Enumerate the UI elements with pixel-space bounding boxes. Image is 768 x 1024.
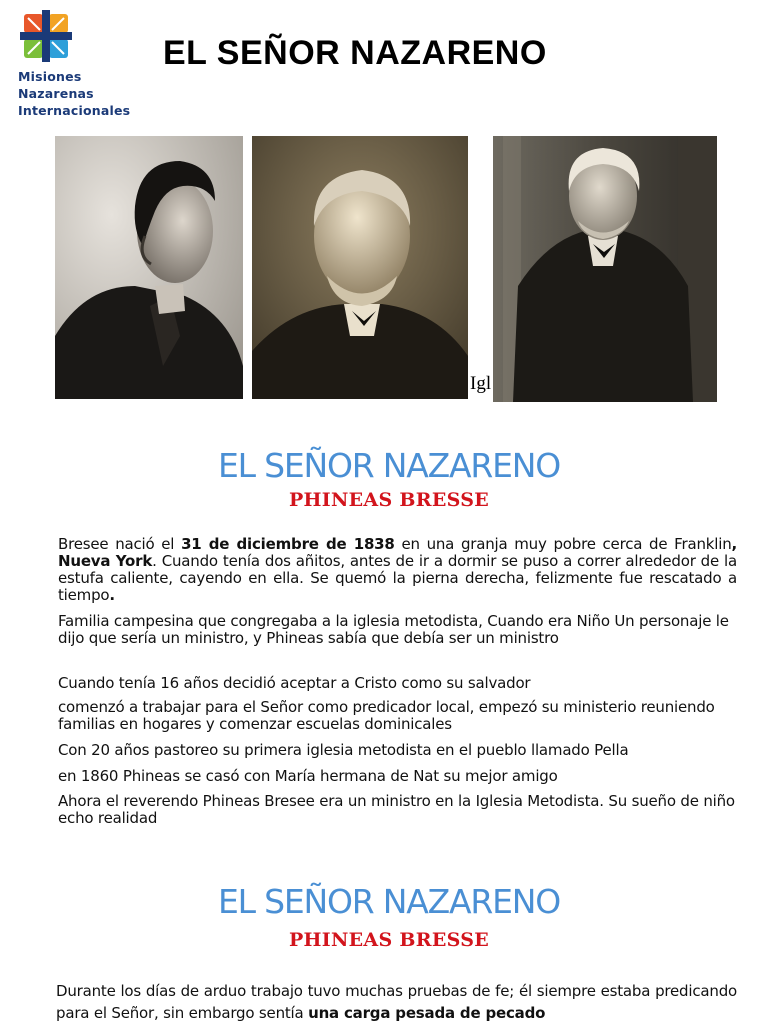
text-span: Bresee nació el <box>58 535 182 553</box>
paragraph-birth <box>58 536 737 604</box>
logo-text <box>18 68 148 119</box>
paragraph-marriage: en 1860 Phineas se casó con María hermana de Nat su mejor amigo <box>58 767 558 785</box>
logo-line-1: Misiones <box>18 69 82 84</box>
logo-line-3: Internacionales <box>18 103 131 118</box>
paragraph-ministry-start: comenzó a trabajar para el Señor como predicador local, empezó su ministerio reuniendo familias en hogares y comenzar escuelas dominicales <box>58 698 715 733</box>
paragraph-family: Familia campesina que congregaba a la iglesia metodista, Cuando era Niño Un personaje le dijo que sería un ministro, y Phineas sabía que debía ser un ministro <box>58 612 729 647</box>
sin-burden: una carga pesada de pecado <box>308 1004 546 1022</box>
text-span: . Cuando tenía dos añitos, antes de ir a dormir se puso a correr alrededor de la estufa caliente, cayendo en ella. Se quemó la pierna derecha, felizmente fue rescatado a tiempo <box>58 552 737 604</box>
caption-fragment: Igl <box>470 373 492 394</box>
cross-logo-icon <box>20 10 72 62</box>
text-span: en una granja muy pobre cerca de Franklin <box>394 535 732 553</box>
section-2-subtitle: PHINEAS BRESSE <box>288 929 490 951</box>
paragraph-salvation: Cuando tenía 16 años decidió aceptar a Cristo como su salvador <box>58 674 531 692</box>
portrait-middle-bresee <box>252 136 468 399</box>
text-bold: . <box>109 586 115 604</box>
section-1-title: EL SEÑOR NAZARENO <box>217 446 561 485</box>
birth-date: 31 de diciembre de 1838 <box>181 535 395 553</box>
section-1-subtitle: PHINEAS BRESSE <box>288 489 490 511</box>
birth-place: , Nueva York <box>58 535 738 570</box>
section-2-title: EL SEÑOR NAZARENO <box>217 882 561 921</box>
paragraph-trials <box>56 980 737 1024</box>
logo-line-2: Nazarenas <box>18 86 94 101</box>
portrait-elder-bresee <box>493 136 717 402</box>
paragraph-dream: Ahora el reverendo Phineas Bresee era un ministro en la Iglesia Metodista. Su sueño de niño echo realidad <box>58 792 735 827</box>
mni-logo <box>18 10 148 120</box>
text-span: Durante los días de arduo trabajo tuvo muchas pruebas de fe; él siempre estaba predicando para el Señor, sin embargo sentía <box>56 982 737 1022</box>
paragraph-first-church: Con 20 años pastoreo su primera iglesia metodista en el pueblo llamado Pella <box>58 741 629 759</box>
page-title: EL SEÑOR NAZARENO <box>163 34 547 72</box>
portrait-young-bresee <box>55 136 243 399</box>
